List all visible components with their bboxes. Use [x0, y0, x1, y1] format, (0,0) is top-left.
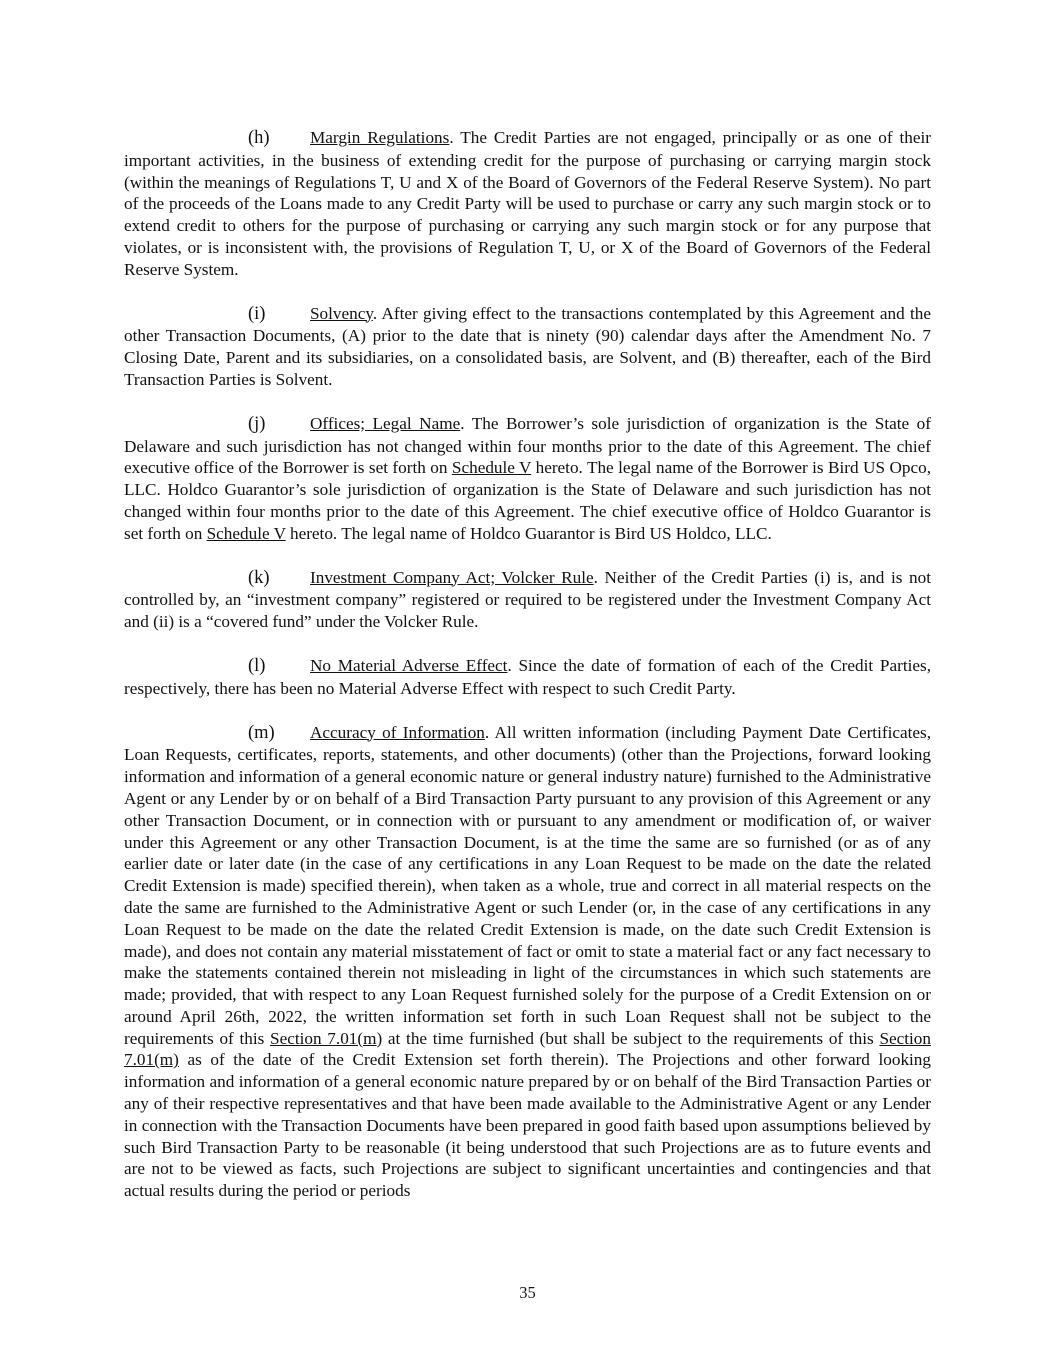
page-number: 35 — [519, 1283, 536, 1302]
section-body: . Since the date of formation of each of the Credit Parties, respectively, there has been no Material Adverse Effect with respect to such Credit Party. — [124, 655, 931, 698]
section-reference: Section 7.01(m) — [124, 1028, 931, 1070]
section-body: hereto. The legal name of Holdco Guarantor is Bird US Holdco, LLC. — [285, 523, 772, 543]
section-number: (h) — [248, 128, 270, 148]
section-k-investment-company-act — [124, 567, 931, 633]
section-body: . All written information (including Payment Date Certificates, Loan Requests, certificates, reports, statements, and other documents) (other than the Projections, forward looking information and information of a general economic nature or general industry nature) furnished to the Administrative Agent or any Lender by or on behalf of a Bird Transaction Party pursuant to any provision of this Agreement or any other Transaction Document, or in connection with or pursuant to any amendment or modification of, or waiver under this Agreement or any other Transaction Document, is at the time the same are so furnished (or as of any earlier date or later date (in the case of any certifications in any Loan Request to be made on the date the related Credit Extension is made) specified therein), when taken as a whole, true and correct in all material respects on the date the same are furnished to the Administrative Agent or such Lender (or, in the case of any certifications in any Loan Request to be made on the date the related Credit Extension is made, on the date such Credit Extension is made), and does not contain any material misstatement of fact or omit to state a material fact or any fact necessary to make the statements contained therein not misleading in light of the circumstances in which such statements are made; provided, that with respect to any Loan Request furnished solely for the purpose of a Credit Extension on or around April 26th, 2022, the written information set forth in such Loan Request shall not be subject to the requirements of this — [124, 722, 931, 1048]
section-reference: Section 7.01(m) — [270, 1028, 383, 1048]
section-heading: Accuracy of Information — [310, 722, 485, 742]
section-l-no-material-adverse-effect — [124, 655, 931, 700]
section-number: (k) — [248, 567, 270, 588]
section-h-margin-regulations — [124, 127, 931, 281]
document-page — [124, 127, 931, 1224]
section-heading: No Material Adverse Effect — [310, 655, 508, 675]
section-body: at the time furnished (but shall be subject to the requirements of this — [382, 1028, 880, 1048]
section-body: . After giving effect to the transactions contemplated by this Agreement and the other Transaction Documents, (A) prior to the date that is ninety (90) calendar days after the Amendment No. 7 Closing Date, Parent and its subsidiaries, on a consolidated basis, are Solvent, and (B) thereafter, each of the Bird Transaction Parties is Solvent. — [124, 303, 931, 389]
section-body: . The Borrower’s sole jurisdiction of organization is the State of Delaware and such jurisdiction has not changed within four months prior to the date of this Agreement. The chief executive office of the Borrower is set forth on — [124, 413, 931, 478]
section-heading: Margin Regulations — [310, 128, 450, 147]
section-i-solvency — [124, 303, 931, 391]
section-body: . The Credit Parties are not engaged, principally or as one of their important activities, in the business of extending credit for the purpose of purchasing or carrying margin stock (within the meanings of Regulations T, U and X of the Board of Governors of the Federal Reserve System). No part of the proceeds of the Loans made to any Credit Party will be used to purchase or carry any such margin stock or to extend credit to others for the purpose of purchasing or carrying any such margin stock or for any purpose that violates, or is inconsistent with, the provisions of Regulation T, U, or X of the Board of Governors of the Federal Reserve System. — [124, 128, 932, 279]
section-heading: Solvency — [310, 303, 373, 323]
section-body: as of the date of the Credit Extension set forth therein). The Projections and other forward looking information and information of a general economic nature prepared by or on behalf of the Bird Transaction Parties or any of their respective representatives and that have been made available to the Administrative Agent or any Lender in connection with the Transaction Documents have been prepared in good faith based upon assumptions believed by such Bird Transaction Party to be reasonable (it being understood that such Projections are as to future events and are not to be viewed as facts, such Projections are subject to significant uncertainties and contingencies and that actual results during the period or periods — [124, 1050, 931, 1201]
section-number: (l) — [248, 655, 266, 676]
section-number: (m) — [248, 722, 275, 743]
schedule-reference: Schedule V — [451, 458, 532, 478]
section-number: (j) — [248, 413, 266, 434]
section-heading: Offices; Legal Name — [310, 413, 461, 433]
section-body: . Neither of the Credit Parties (i) is, and is not controlled by, an “investment company” registered or required to be registered under the Investment Company Act and (ii) is a “covered fund” under the Volcker Rule. — [124, 567, 931, 632]
section-heading: Investment Company Act; Volcker Rule — [310, 567, 594, 587]
section-number: (i) — [248, 303, 266, 324]
schedule-reference: Schedule V — [206, 523, 286, 543]
section-j-offices-legal-name — [124, 413, 931, 545]
section-body: hereto. The legal name of the Borrower is Bird US Opco, LLC. Holdco Guarantor’s sole jurisdiction of organization is the State of Delaware and such jurisdiction has not changed within four months prior to the date of this Agreement. The chief executive office of Holdco Guarantor is set forth on — [124, 458, 931, 543]
section-m-accuracy-of-information — [124, 722, 931, 1203]
